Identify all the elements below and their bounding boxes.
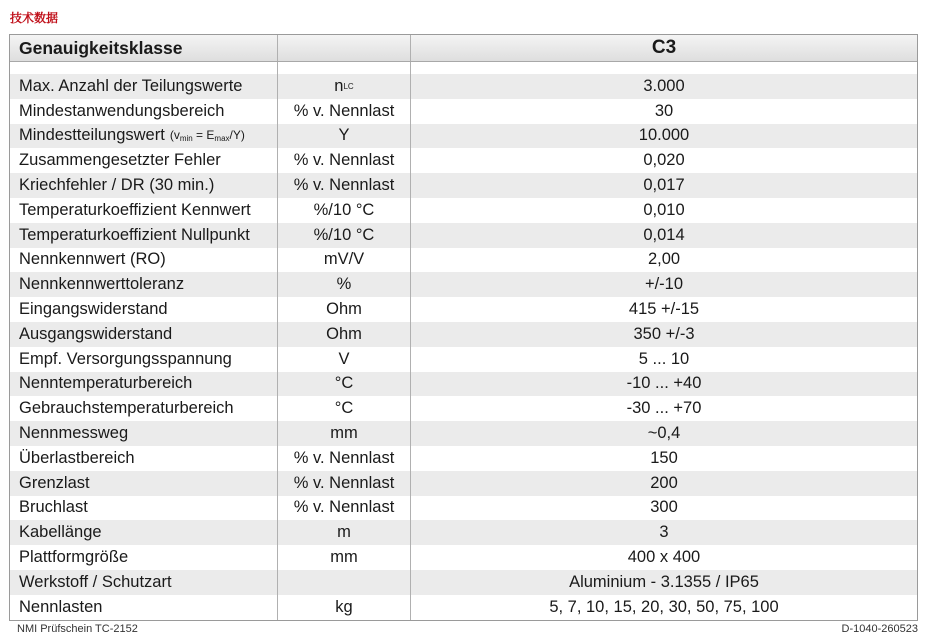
row-unit — [278, 545, 411, 570]
row-label-text: Plattformgröße — [19, 548, 129, 567]
row-label — [10, 173, 278, 198]
row-unit — [278, 248, 411, 273]
row-unit-text: Ohm — [326, 324, 362, 343]
row-unit-text: % v. Nennlast — [293, 176, 395, 195]
row-label — [10, 248, 278, 273]
row-unit-text: % — [336, 275, 352, 294]
label-note-sub2: max — [214, 134, 230, 144]
row-unit — [278, 421, 411, 446]
row-label — [10, 272, 278, 297]
row-label — [10, 297, 278, 322]
row-label-text: Mindestteilungswert — [19, 126, 165, 145]
label-note-mid: = E — [192, 128, 215, 143]
table-row — [10, 322, 917, 347]
label-note-close: /Y) — [229, 128, 245, 143]
table-row — [10, 74, 917, 99]
table-row — [10, 545, 917, 570]
row-value: 415 +/-15 — [628, 300, 700, 319]
row-label — [10, 74, 278, 99]
row-unit — [278, 272, 411, 297]
row-value: 350 +/-3 — [633, 324, 695, 343]
table-row — [10, 396, 917, 421]
row-label-text: Ausgangswiderstand — [19, 324, 173, 343]
row-unit-text: Y — [338, 126, 350, 145]
row-label-text: Gebrauchstemperaturbereich — [19, 399, 234, 418]
row-unit — [278, 148, 411, 173]
table-row — [10, 446, 917, 471]
row-value: 30 — [654, 101, 674, 120]
row-label — [10, 148, 278, 173]
row-label — [10, 595, 278, 620]
row-label-text: Werkstoff / Schutzart — [19, 572, 172, 591]
row-value: 10.000 — [638, 126, 690, 145]
row-label-text: Max. Anzahl der Teilungswerte — [19, 76, 243, 95]
row-label — [10, 99, 278, 124]
row-value: 3.000 — [643, 76, 685, 95]
row-unit-subscript: LC — [343, 81, 354, 91]
row-label — [10, 223, 278, 248]
row-unit — [278, 570, 411, 595]
table-row — [10, 272, 917, 297]
row-label-text: Kriechfehler / DR (30 min.) — [19, 176, 215, 195]
row-value: 0,014 — [643, 225, 685, 244]
row-unit-text: °C — [334, 374, 354, 393]
row-value: 5 ... 10 — [638, 349, 690, 368]
row-label — [10, 545, 278, 570]
row-label-text: Nenntemperaturbereich — [19, 374, 193, 393]
row-value: 0,020 — [643, 151, 685, 170]
row-label-text: Grenzlast — [19, 473, 90, 492]
row-unit-text: % v. Nennlast — [293, 498, 395, 517]
row-label — [10, 124, 278, 149]
header-label: Genauigkeitsklasse — [10, 35, 278, 61]
page-title: 技术数据 — [10, 11, 59, 25]
row-unit — [278, 322, 411, 347]
row-label-text: Bruchlast — [19, 498, 88, 517]
row-label-text: Überlastbereich — [19, 448, 135, 467]
table-row — [10, 124, 917, 149]
table-row — [10, 496, 917, 521]
footer-document-id: D-1040-260523 — [841, 623, 918, 635]
row-unit — [278, 396, 411, 421]
table-row — [10, 173, 917, 198]
row-label — [10, 421, 278, 446]
table-row — [10, 471, 917, 496]
row-unit-text: mV/V — [323, 250, 365, 269]
label-note-open: (v — [169, 128, 180, 143]
row-label-text: Mindestanwendungsbereich — [19, 101, 225, 120]
row-unit-text: mm — [330, 424, 358, 443]
row-value: -30 ... +70 — [626, 399, 702, 418]
row-unit — [278, 520, 411, 545]
row-label-text: Temperaturkoeffizient Kennwert — [19, 200, 251, 219]
table-row — [10, 421, 917, 446]
row-label — [10, 570, 278, 595]
row-unit-text: m — [337, 523, 351, 542]
row-unit — [278, 173, 411, 198]
row-label — [10, 496, 278, 521]
row-label-text: Nennlasten — [19, 597, 103, 616]
row-unit — [278, 595, 411, 620]
row-unit-text: kg — [335, 597, 353, 616]
row-label-text: Nennkennwerttoleranz — [19, 275, 185, 294]
table-row — [10, 520, 917, 545]
row-label-text: Empf. Versorgungsspannung — [19, 349, 232, 368]
table-row — [10, 372, 917, 397]
row-label-text: Eingangswiderstand — [19, 300, 168, 319]
row-label — [10, 520, 278, 545]
header-value: C3 — [651, 37, 677, 58]
row-label — [10, 471, 278, 496]
row-label — [10, 372, 278, 397]
row-value: -10 ... +40 — [626, 374, 702, 393]
row-value: 2,00 — [647, 250, 681, 269]
row-label — [10, 322, 278, 347]
row-label-text: Temperaturkoeffizient Nullpunkt — [19, 225, 250, 244]
row-unit — [278, 198, 411, 223]
row-unit-text: Ohm — [326, 300, 362, 319]
row-unit — [278, 124, 411, 149]
row-unit-text: V — [338, 349, 350, 368]
specs-table — [9, 34, 918, 621]
row-label — [10, 446, 278, 471]
row-unit — [278, 471, 411, 496]
row-label-text: Zusammengesetzter Fehler — [19, 151, 221, 170]
row-value: 5, 7, 10, 15, 20, 30, 50, 75, 100 — [549, 597, 779, 616]
table-body — [10, 74, 917, 620]
spacer-cell — [411, 62, 917, 74]
table-row — [10, 595, 917, 620]
table-row — [10, 148, 917, 173]
row-unit-text: n — [334, 76, 344, 95]
table-row — [10, 248, 917, 273]
row-value: ~0,4 — [647, 424, 681, 443]
spacer-cell — [278, 62, 411, 74]
table-row — [10, 99, 917, 124]
row-value: 400 x 400 — [627, 548, 701, 567]
table-spacer-row — [10, 62, 917, 74]
table-row — [10, 198, 917, 223]
row-label-note — [170, 128, 245, 143]
row-label — [10, 396, 278, 421]
row-value: 0,010 — [643, 200, 685, 219]
row-value: 300 — [650, 498, 678, 517]
row-unit — [278, 446, 411, 471]
table-row — [10, 570, 917, 595]
row-unit — [278, 372, 411, 397]
table-header-row — [10, 35, 917, 62]
table-row — [10, 223, 917, 248]
row-unit-text: % v. Nennlast — [293, 448, 395, 467]
row-unit-text: % v. Nennlast — [293, 151, 395, 170]
header-unit — [278, 35, 411, 61]
spacer-cell — [10, 62, 278, 74]
row-value: 200 — [650, 473, 678, 492]
row-unit — [278, 223, 411, 248]
row-value: 0,017 — [643, 176, 685, 195]
row-unit — [278, 74, 411, 99]
row-unit-text: °C — [334, 399, 354, 418]
row-value: 3 — [659, 523, 669, 542]
row-unit-text: %/10 °C — [313, 225, 375, 244]
row-label — [10, 198, 278, 223]
row-unit-text: mm — [330, 548, 358, 567]
row-label — [10, 347, 278, 372]
row-value: Aluminium - 3.1355 / IP65 — [569, 572, 759, 591]
row-label-text: Kabellänge — [19, 523, 102, 542]
row-value: +/-10 — [644, 275, 684, 294]
table-row — [10, 347, 917, 372]
row-unit-text: %/10 °C — [313, 200, 375, 219]
row-label-text: Nennmessweg — [19, 424, 129, 443]
row-unit — [278, 99, 411, 124]
label-note-sub1: min — [179, 134, 193, 144]
row-value: 150 — [650, 448, 678, 467]
footer-certificate: NMI Prüfschein TC-2152 — [17, 623, 138, 635]
table-row — [10, 297, 917, 322]
row-unit — [278, 347, 411, 372]
row-label-text: Nennkennwert (RO) — [19, 250, 166, 269]
row-unit-text: % v. Nennlast — [293, 101, 395, 120]
row-unit — [278, 496, 411, 521]
row-unit — [278, 297, 411, 322]
row-unit-text: % v. Nennlast — [293, 473, 395, 492]
